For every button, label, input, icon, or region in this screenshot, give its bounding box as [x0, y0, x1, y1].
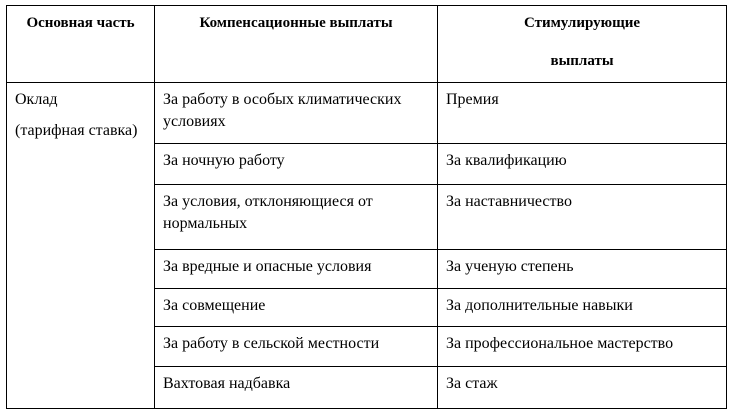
compensation-cell: За условия, отклоняющиеся от нормальных	[155, 185, 438, 250]
compensation-cell: За работу в особых климатических условиях	[155, 83, 438, 144]
compensation-cell: За работу в сельской местности	[155, 327, 438, 367]
compensation-cell: Вахтовая надбавка	[155, 367, 438, 409]
stimulating-cell: За ученую степень	[438, 250, 727, 289]
payments-table	[6, 5, 727, 409]
header-stimulating	[438, 6, 727, 83]
header-stimulating-line2: выплаты	[550, 53, 614, 69]
stimulating-cell: За профессиональное мастерство	[438, 327, 727, 367]
stimulating-cell: За стаж	[438, 367, 727, 409]
base-line2: (тарифная ставка)	[15, 122, 138, 139]
compensation-cell: За совмещение	[155, 289, 438, 327]
compensation-cell: За вредные и опасные условия	[155, 250, 438, 289]
table-row	[7, 83, 727, 144]
stimulating-cell: За квалификацию	[438, 144, 727, 185]
base-cell	[7, 83, 155, 409]
stimulating-cell: За дополнительные навыки	[438, 289, 727, 327]
stimulating-cell: Премия	[438, 83, 727, 144]
header-stimulating-line1: Стимулирующие	[523, 15, 641, 31]
base-line1: Оклад	[15, 91, 58, 108]
compensation-cell: За ночную работу	[155, 144, 438, 185]
header-compensation: Компенсационные выплаты	[155, 6, 438, 83]
stimulating-cell: За наставничество	[438, 185, 727, 250]
header-row	[7, 6, 727, 83]
header-base: Основная часть	[7, 6, 155, 83]
